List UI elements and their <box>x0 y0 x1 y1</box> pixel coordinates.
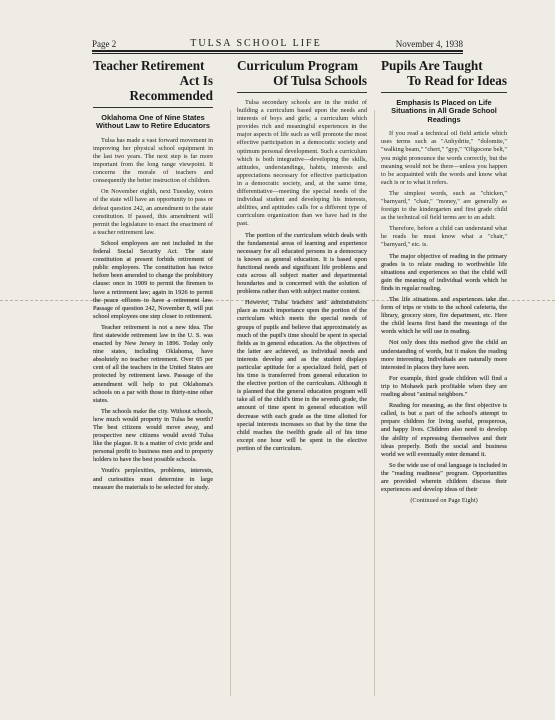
paragraph: Therefore, before a child can understand what he reads he must know what a "chair," "barnyard," etc. is. <box>381 225 507 249</box>
paragraph: The portion of the curriculum which deals with the fundamental areas of learning and experience necessary for all educated persons in a democracy is known as general education. It is based upon functional needs and significant life problems and cuts across all subject matter and departmental boundaries and is concerned with the solution of problems rather than with subject matter content. <box>237 231 367 296</box>
paragraph: Not only does this method give the child an understanding of words, but it makes the reading more interesting. Individuals are naturally more interested in places they have seen. <box>381 339 507 371</box>
article-curriculum-program <box>237 58 367 456</box>
article-pupils-read-for-ideas <box>381 58 507 505</box>
paragraph: The simplest words, such as "chicken," "barnyard," "chair," "money," are generally as foreign to the kindergarten and first grade child as the technical oil field terms are to an adult. <box>381 189 507 222</box>
article-teacher-retirement <box>93 58 213 495</box>
masthead-rule-thin <box>92 53 463 54</box>
issue-date: November 4, 1938 <box>395 38 463 49</box>
paper-title: TULSA SCHOOL LIFE <box>190 38 322 49</box>
paragraph: However, Tulsa teachers and administrators place as much importance upon the portion of the curriculum which meets the special needs of groups of pupils and believe that approximately as much of the pupil's time should be spent in special fields as in general education. As the objectives of the latter are achieved, as individual needs and interests develop and as the student displays particular aptitude for a specialized field, part of his time is transferred from general education to the elective portion of the curriculum. Although it is planned that the general education program will take all of the child's time in the seventh grade, the amount of time spent in general education will decrease with each grade as the time allotted for special interests increases so that by the time the child reaches the twelfth grade all of his time except one hour will be spent in the elective portion of the curriculum. <box>237 299 367 452</box>
headline <box>93 58 213 103</box>
deck: Oklahoma One of Nine States Without Law to Retire Educators <box>95 113 211 131</box>
headline-line: To Read for Ideas <box>406 73 507 88</box>
paragraph: School employees are not included in the federal Social Security Act. The state constitution at present forbids retirement of public employees. The constitution has twice before been amended to change the prohibitory clause: once in 1909 to permit the firemen to have a retirement law; again in 1926 to permit the peace officers to have a retirement law. Passage of question 242, November 8, will put school employees one step closer to retirement. <box>93 239 213 320</box>
paragraph: The life situations and experiences take the form of trips or visits to the school cafeteria, the library, grocery store, fire department, etc. Here the child learns first hand the meanings of the words which he will use in reading. <box>381 296 507 336</box>
headline-rule <box>237 92 367 93</box>
paragraph: The schools make the city. Without schools, how much would property in Tulsa be worth? The best citizens would move away, and prospective new citizens would avoid Tulsa like the plague. It is a matter of civic pride and personal profit to business men and to property holders to have the best possible schools. <box>93 407 213 464</box>
headline <box>237 58 367 88</box>
headline-rule <box>381 92 507 93</box>
paragraph: On November eighth, next Tuesday, voters of the state will have an opportunity to pass or defeat question 242, an amendment to the state constitution. If passed, this amendment will permit the legislature to enact the enactment of a teacher retirement law. <box>93 188 213 236</box>
paragraph: Tulsa secondary schools are in the midst of building a curriculum based upon the needs and interests of boys and girls; a curriculum which provides rich and meaningful experiences in the major aspects of life such as will promote the most effective participation in a democratic society and optimum personal development. Such a curriculum which is both integrative—developing the skills, attitudes, understandings, habits, interests and appreciations necessary for effective participation in a democratic society, and, at the same time, differentiative—meeting the special needs of the individual student and developing his interests, abilities, and aptitudes calls for a different type of curriculum organization than we have had in the past. <box>237 99 367 228</box>
headline-line: Teacher Retirement <box>93 58 205 73</box>
page-number: Page 2 <box>92 38 117 49</box>
masthead-rule <box>92 50 463 52</box>
paragraph: So the wide use of oral language is included in the "reading readiness" program. Opportunities are provided wherein children discuss their experiences and develop ideas of their <box>381 461 507 494</box>
headline-line: Act Is Recommended <box>129 73 213 103</box>
headline-line: Of Tulsa Schools <box>273 73 367 88</box>
column-divider <box>230 110 231 696</box>
paragraph: For example, third grade children will find a trip to Mohawk park profitable when they are reading about "animal neighbors." <box>381 374 507 399</box>
paragraph: Reading for meaning, as the first objective is called, is but a part of the school's attempt to prepare children for living useful, prosperous, and happy lives. Children also need to develop the ability of expressing themselves and their ideas properly. Both the social and business world we will eventually enter demand it. <box>381 402 507 458</box>
headline-line: Pupils Are Taught <box>381 58 483 73</box>
headline-line: Curriculum Program <box>237 58 358 73</box>
continued-notice: (Continued on Page Eight) <box>410 497 478 505</box>
paragraph: The major objective of reading in the primary grades is to relate reading to worthwhile life situations and experiences so that the child will gain the meaning of individual words which he finds in regular reading. <box>381 252 507 292</box>
paragraph: Youth's perplexities, problems, interests, and curiosities must determine in large measure the materials to be selected for study. <box>93 467 213 491</box>
headline <box>381 58 507 88</box>
paragraph: Teacher retirement is not a new idea. The first statewide retirement law in the U. S. was enacted by New Jersey in 1896. Today only nine states, including Oklahoma, have absolutely no teacher retirement. Over 65 per cent of all the teachers in the United States are protected by retirement laws. Passage of the amendment will help to put Oklahoma's schools on a par with those in thirty-nine other states. <box>93 323 213 404</box>
paragraph: Tulsa has made a vast forward movement in improving her physical school equipment in the last two years. The next step is far more important from the long range viewpoint. It concerns the morale of teachers and consequently the better instruction of children. <box>93 136 213 185</box>
headline-rule <box>93 107 213 108</box>
paragraph: If you read a technical oil field article which uses terms such as "Anhydrite," "dolomite," "walking beam," "chert," "gyp," "Oligocene belt," you might pronounce the words correctly, but the meaning would not be there—unless you happen to be acquainted with the words and know what each is or to what it refers. <box>381 130 508 186</box>
deck: Emphasis Is Placed on Life Situations in All Grade School Readings <box>391 98 497 124</box>
masthead <box>92 38 463 49</box>
column-divider <box>374 110 375 696</box>
